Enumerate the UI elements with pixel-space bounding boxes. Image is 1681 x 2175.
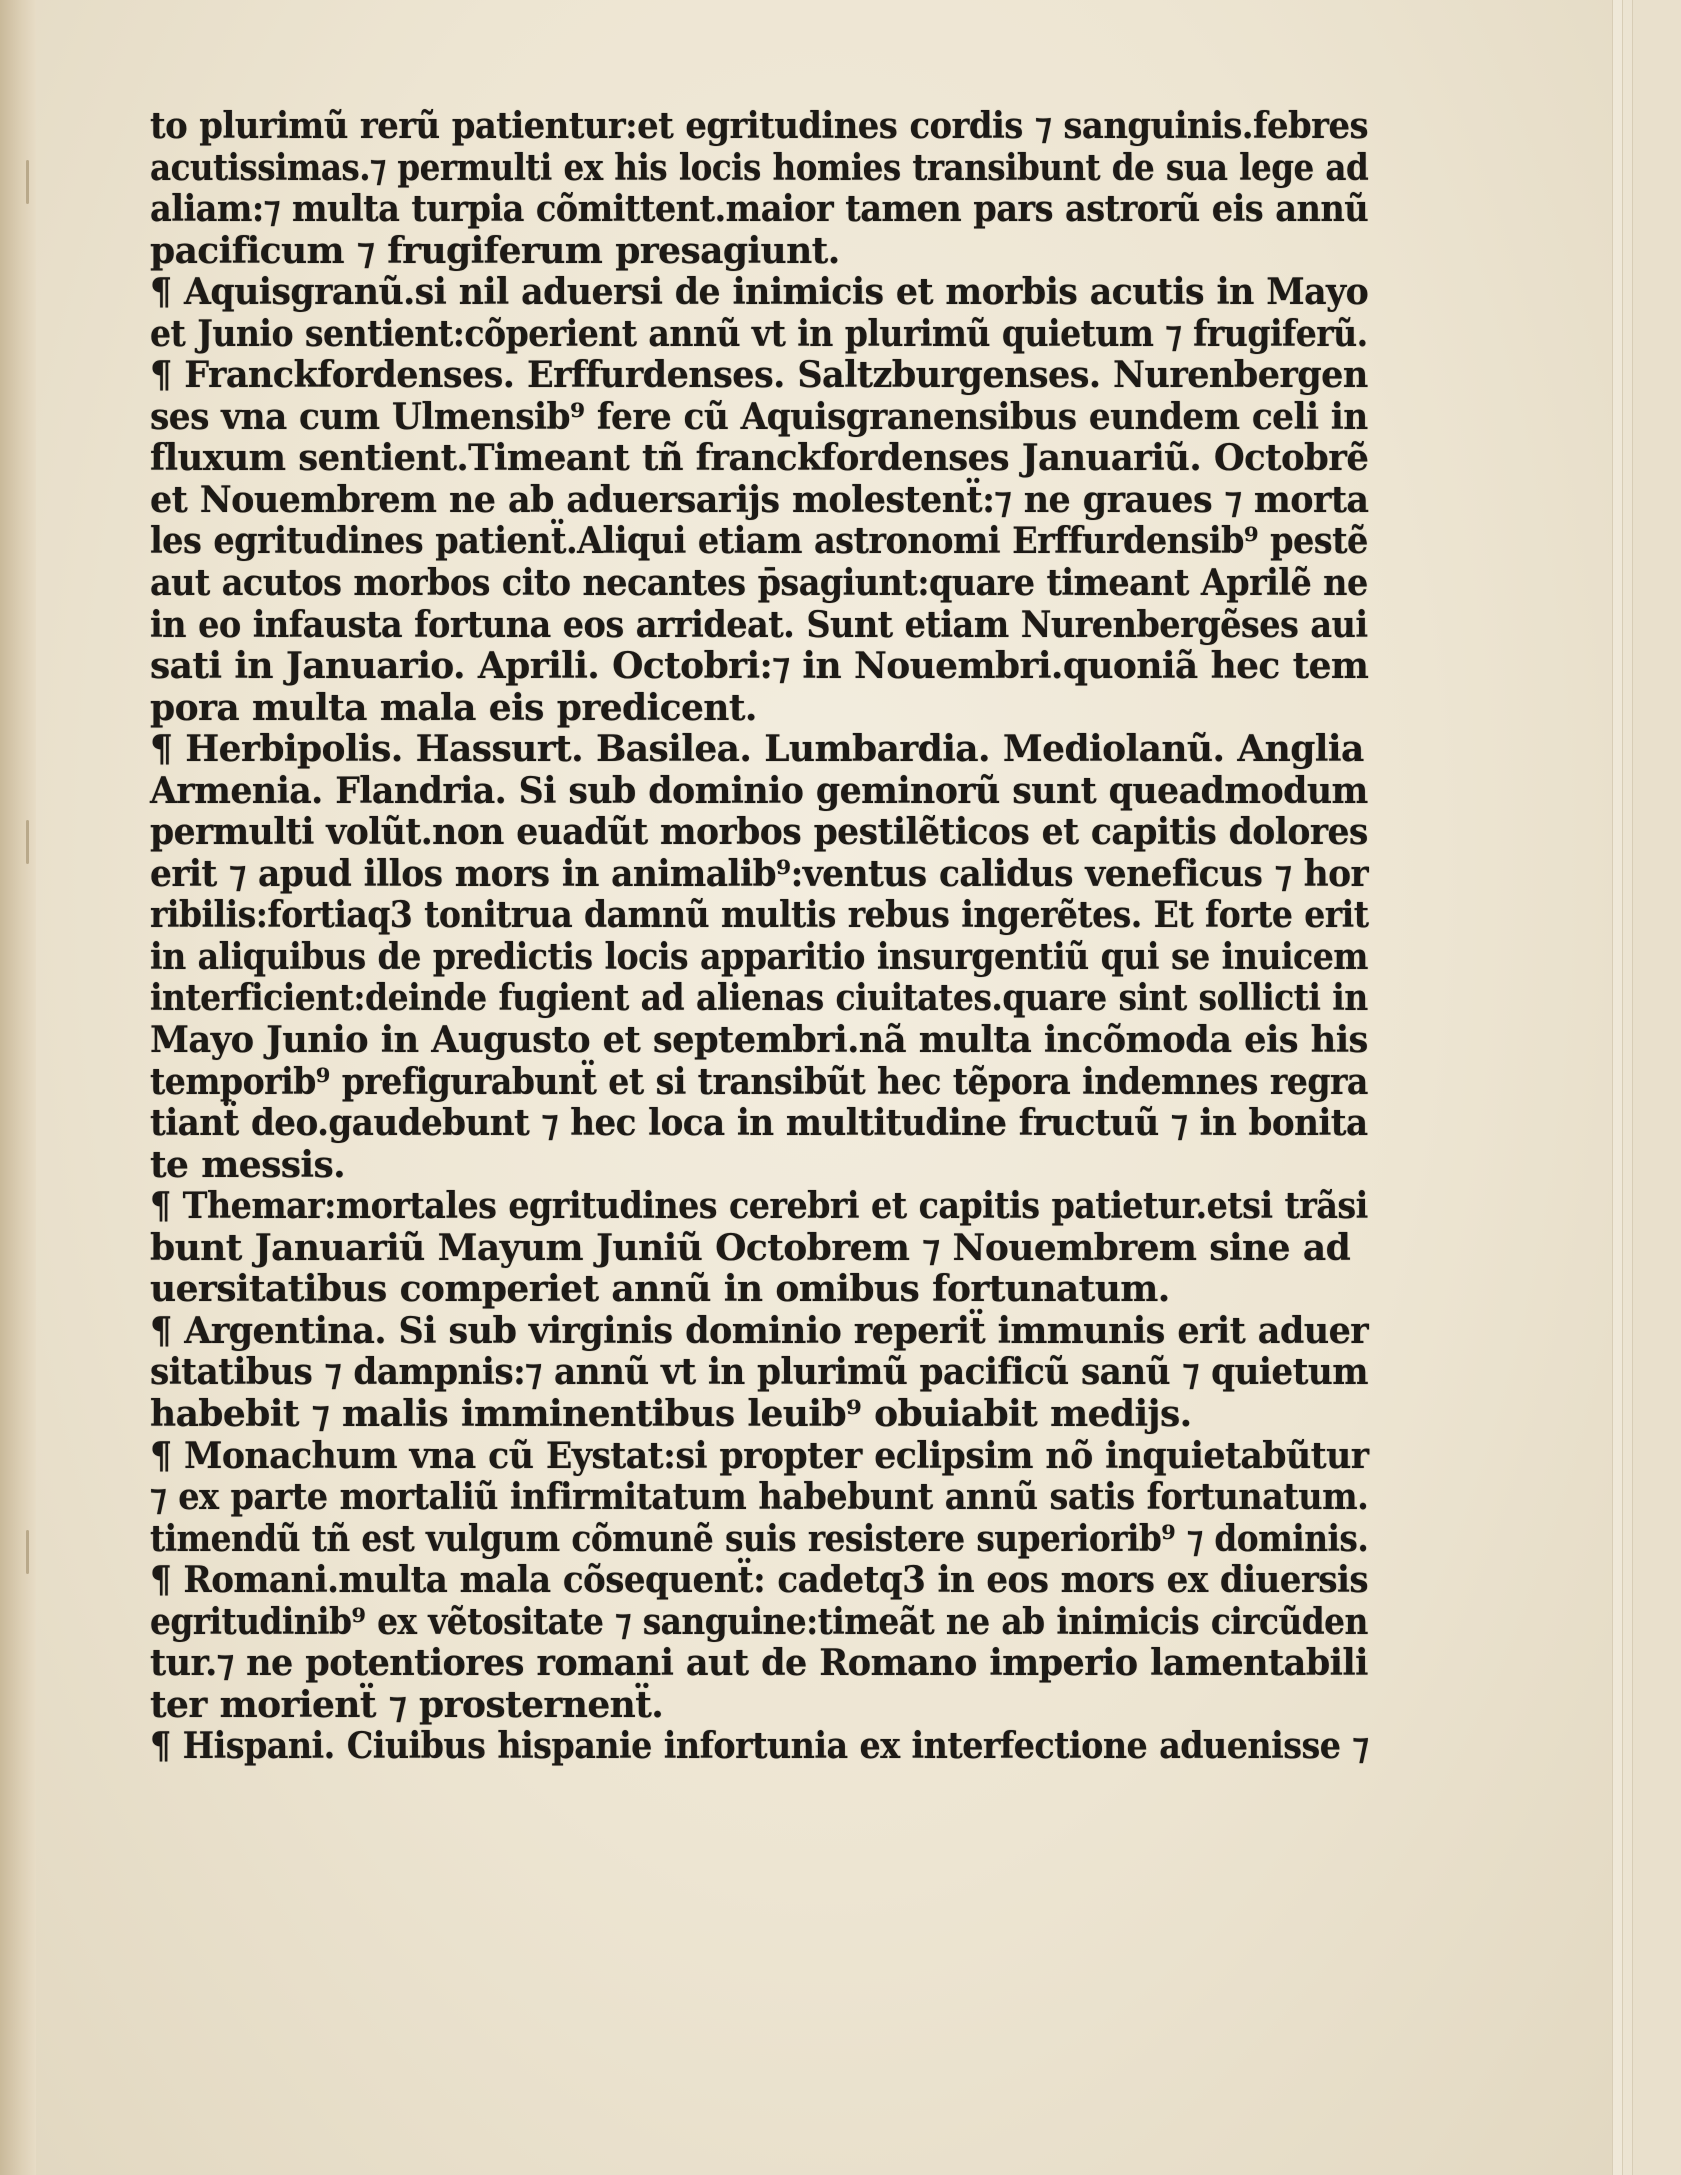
text-line: les egritudines patienẗ.Aliqui etiam astronomi Erffurdensib⁹ pestẽ	[150, 520, 1368, 563]
text-line: Mayo Junio in Augusto et septembri.nã multa incõmoda eis his	[150, 1019, 1368, 1062]
text-line: ses vna cum Ulmensib⁹ fere cũ Aquisgranensibus eundem celi in	[150, 395, 1368, 438]
text-line: erit ⁊ apud illos mors in animalib⁹:ventus calidus veneficus ⁊ hor	[150, 852, 1369, 895]
binding-stitch	[26, 820, 29, 864]
text-line: timendũ tñ est vulgum cõmunẽ suis resistere superiorib⁹ ⁊ dominis.	[150, 1517, 1369, 1560]
text-line: sati in Januario. Aprili. Octobri:⁊ in Nouembri.quoniã hec tem	[150, 645, 1369, 688]
text-line: in aliquibus de predictis locis apparitio insurgentiũ qui se inuicem	[150, 935, 1368, 978]
text-line: uersitatibus comperiet annũ in omibus fortunatum.	[150, 1268, 1170, 1311]
text-line: aliam:⁊ multa turpia cõmittent.maior tamen pars astrorũ eis annũ	[150, 188, 1369, 231]
text-line: ¶ Hispani. Ciuibus hispanie infortunia ex interfectione aduenisse ⁊	[150, 1725, 1369, 1768]
text-line: in eo infausta fortuna eos arrideat. Sunt etiam Nurenbergẽses aui	[150, 603, 1368, 646]
text-line: habebit ⁊ malis imminentibus leuib⁹ obuiabit medijs.	[150, 1392, 1192, 1435]
text-block	[150, 106, 1368, 2006]
text-line: tur.⁊ ne potentiores romani aut de Romano imperio lamentabili	[150, 1642, 1368, 1685]
text-line: te messis.	[150, 1143, 346, 1186]
text-line: ¶ Franckfordenses. Erffurdenses. Saltzburgenses. Nurenbergen	[150, 354, 1368, 397]
text-line: ter morienẗ ⁊ prosternenẗ.	[150, 1683, 664, 1726]
text-line: acutissimas.⁊ permulti ex his locis homies transibunt de sua lege ad	[150, 146, 1369, 189]
text-line: ¶ Herbipolis. Hassurt. Basilea. Lumbardia. Mediolanũ. Anglia	[150, 728, 1364, 771]
page-edge	[1632, 0, 1681, 2175]
text-line: pacificum ⁊ frugiferum presagiunt.	[150, 229, 840, 272]
text-line: ¶ Aquisgranũ.si nil aduersi de inimicis et morbis acutis in Mayo	[150, 271, 1369, 314]
text-line: ¶ Argentina. Si sub virginis dominio reperiẗ immunis erit aduer	[150, 1309, 1369, 1352]
text-line: ¶ Romani.multa mala cõsequenẗ: cadetq3 in eos mors ex diuersis	[150, 1559, 1369, 1602]
text-line: bunt Januariũ Mayum Juniũ Octobrem ⁊ Nouembrem sine ad	[150, 1226, 1351, 1269]
text-line: ⁊ ex parte mortaliũ infirmitatum habebunt annũ satis fortunatum.	[150, 1476, 1369, 1519]
text-line: to plurimũ rerũ patientur:et egritudines cordis ⁊ sanguinis.febres	[150, 105, 1368, 147]
text-line: ¶ Themar:mortales egritudines cerebri et capitis patietur.etsi trãsi	[150, 1185, 1368, 1228]
text-line: permulti volũt.non euadũt morbos pestilẽticos et capitis dolores	[150, 811, 1368, 854]
text-line: pora multa mala eis predicent.	[150, 686, 757, 729]
text-line: Armenia. Flandria. Si sub dominio geminorũ sunt queadmodum	[150, 769, 1368, 812]
text-line: interficient:deinde fugient ad alienas ciuitates.quare sint sollicti in	[150, 977, 1368, 1020]
text-line: et Nouembrem ne ab aduersarijs molestenẗ:⁊ ne graues ⁊ morta	[150, 478, 1369, 521]
text-line: temporib⁹ prefigurabunẗ et si transibũt hec tẽpora indemnes regra	[150, 1060, 1368, 1103]
binding-stitch	[26, 160, 29, 204]
binding-stitch	[26, 1530, 29, 1574]
text-line: ¶ Monachum vna cũ Eystat:si propter eclipsim nõ inquietabũtur	[150, 1434, 1369, 1477]
text-line: ribilis:fortiaq3 tonitrua damnũ multis rebus ingerẽtes. Et forte erit	[150, 894, 1369, 937]
text-line: sitatibus ⁊ dampnis:⁊ annũ vt in plurimũ pacificũ sanũ ⁊ quietum	[150, 1351, 1368, 1394]
text-line: tianẗ deo.gaudebunt ⁊ hec loca in multitudine fructuũ ⁊ in bonita	[150, 1102, 1368, 1145]
text-line: aut acutos morbos cito necantes p̄sagiunt:quare timeant Aprilẽ ne	[150, 562, 1368, 605]
text-line: egritudinib⁹ ex vẽtositate ⁊ sanguine:timeãt ne ab inimicis circũden	[150, 1600, 1368, 1643]
book-spine	[0, 0, 37, 2175]
text-line: fluxum sentient.Timeant tñ franckfordenses Januariũ. Octobrẽ	[150, 437, 1369, 480]
text-line: et Junio sentient:cõperient annũ vt in plurimũ quietum ⁊ frugiferũ.	[150, 312, 1368, 355]
